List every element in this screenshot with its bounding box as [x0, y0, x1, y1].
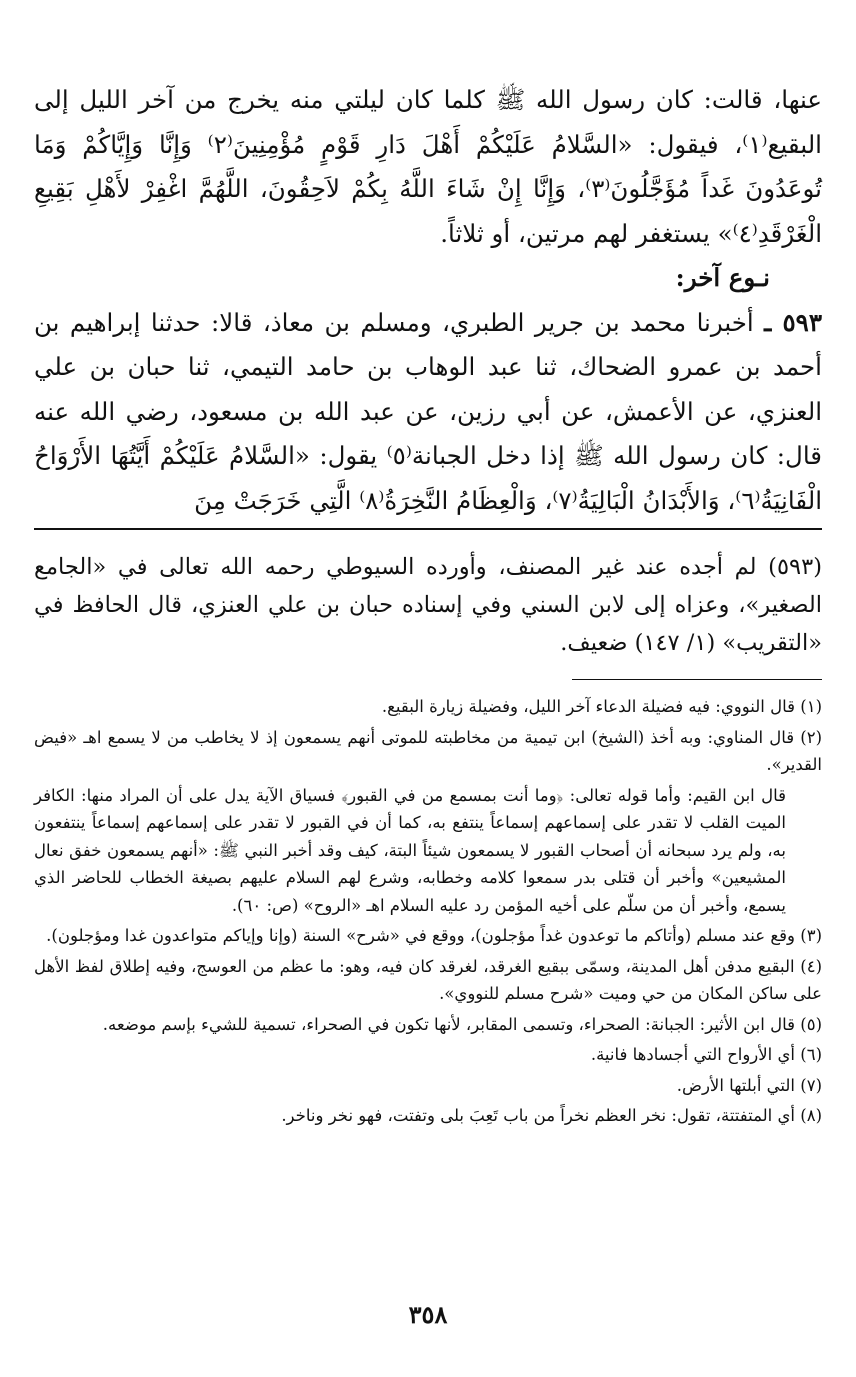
footnote-8: (٨) أي المتفتتة، تقول: نخر العظم نخراً من باب تَعِبَ بلى وتفتت، فهو نخر وناخر.: [281, 1106, 822, 1125]
hadith-number: ٥٩٣ ـ: [764, 307, 822, 337]
footnote-2: (٢) قال المناوي: وبه أخذ (الشيخ) ابن تيمية من مخاطبته للموتى أنهم يسمعون إذ لا يخاطب من لا يسمع اهـ «فيض القدير».: [34, 727, 822, 774]
footnote-4: (٤) البقيع مدفن أهل المدينة، وسمّى ببقيع الغرقد، لغرقد كان فيه، وهو: ما عظم من العوسج، وفيه إطلاق لفظ الأهل على ساكن المكان من حي وميت «شرح مسلم للنووي».: [34, 956, 822, 1003]
page-number: ٣٥٨: [408, 1300, 448, 1329]
main-divider: [34, 528, 822, 530]
hadith-text: أخبرنا محمد بن جرير الطبري، ومسلم بن معاذ، قالا: حدثنا إبراهيم بن أحمد بن عمرو الضحاك، ثنا عبد الوهاب بن حامد التيمي، ثنا حبان بن علي العنزي، عن الأعمش، عن أبي رزين، عن عبد الله بن مسعود، رضي الله عنه قال: كان رسول الله ﷺ إذا دخل الجبانة⁽٥⁾ يقول: «السَّلامُ عَلَيْكُمْ أَيَّتُهَا الأَرْوَاحُ الْفَانِيَةُ⁽٦⁾، وَالأَبْدَانُ الْبَالِيَةُ⁽٧⁾، وَالْعِظَامُ النَّخِرَةُ⁽٨⁾ الَّتِي خَرَجَتْ مِنَ: [34, 307, 822, 515]
tahqiq-text: (٥٩٣) لم أجده عند غير المصنف، وأورده السيوطي رحمه الله تعالى في «الجامع الصغير»، وعزاه إلى لابن السني وفي إسناده حبان بن علي العنزي، قال الحافظ في «التقريب» (١/ ١٤٧) ضعيف.: [34, 554, 822, 656]
footnotes: [34, 693, 822, 1133]
footnote-2-continuation: قال ابن القيم: وأما قوله تعالى: ﴿وما أنت بمسمع من في القبور﴾ فسياق الآية يدل على أن المراد منها: الكافر الميت القلب لا تقدر على إسماعهم إسماعاً ينتفع به، كما أن في القبور لا تقدر على إسماعهم إسماعاً ينتفعون به، ولم يرد سبحانه أن أصحاب القبور لا يسمعون شيئاً البتة، كيف وقد أخبر النبي ﷺ: «أنهم يسمعون خفق نعال المشيعين» وأخبر أن قتلى بدر سمعوا كلامه وخطابه، وشرع لهم السلام عليهم بصيغة الخطاب للحاضر الذي يسمع، وأخبر أن من سلّم على أخيه المؤمن رد عليه السلام اهـ «الروح» (ص: ٦٠).: [34, 785, 786, 915]
footnote-7: (٧) التي أبلتها الأرض.: [676, 1075, 822, 1095]
main-paragraph-1: عنها، قالت: كان رسول الله ﷺ كلما كان ليلتي منه يخرج من آخر الليل إلى البقيع⁽١⁾، فيقول: «السَّلامُ عَلَيْكُمْ أَهْلَ دَارِ قَوْمٍ مُؤْمِنِينَ⁽٢⁾ وَإِنَّا وَإِيَّاكُمْ وَمَا تُوعَدُونَ غَداً مُؤَجَّلُونَ⁽٣⁾، وَإِنَّا إِنْ شَاءَ اللَّهُ بِكُمْ لاَحِقُونَ، اللَّهُمَّ اغْفِرْ لأَهْلِ بَقِيعِ الْغَرْقَدِ⁽٤⁾» يستغفر لهم مرتين، أو ثلاثاً.: [34, 85, 822, 248]
section-subheading: نـوع آخر:: [675, 263, 770, 292]
footnote-3: (٣) وقع عند مسلم (وأتاكم ما توعدون غداً مؤجلون)، ووقع في «شرح» السنة (وإنا وإياكم متواعدون غدا ومؤجلون).: [46, 926, 822, 945]
footnote-divider: [572, 679, 822, 680]
footnote-1: (١) قال النووي: فيه فضيلة الدعاء آخر الليل، وفضيلة زيارة البقيع.: [381, 697, 822, 716]
main-paragraph-2: [34, 301, 822, 524]
footnote-6: (٦) أي الأرواح التي أجسادها فانية.: [590, 1045, 822, 1064]
main-text: [34, 78, 822, 523]
footnote-5: (٥) قال ابن الأثير: الجبانة: الصحراء، وتسمى المقابر، لأنها تكون في الصحراء، تسمية للشيء بإسم موضعه.: [102, 1014, 822, 1034]
tahqiq-note: [34, 548, 822, 662]
